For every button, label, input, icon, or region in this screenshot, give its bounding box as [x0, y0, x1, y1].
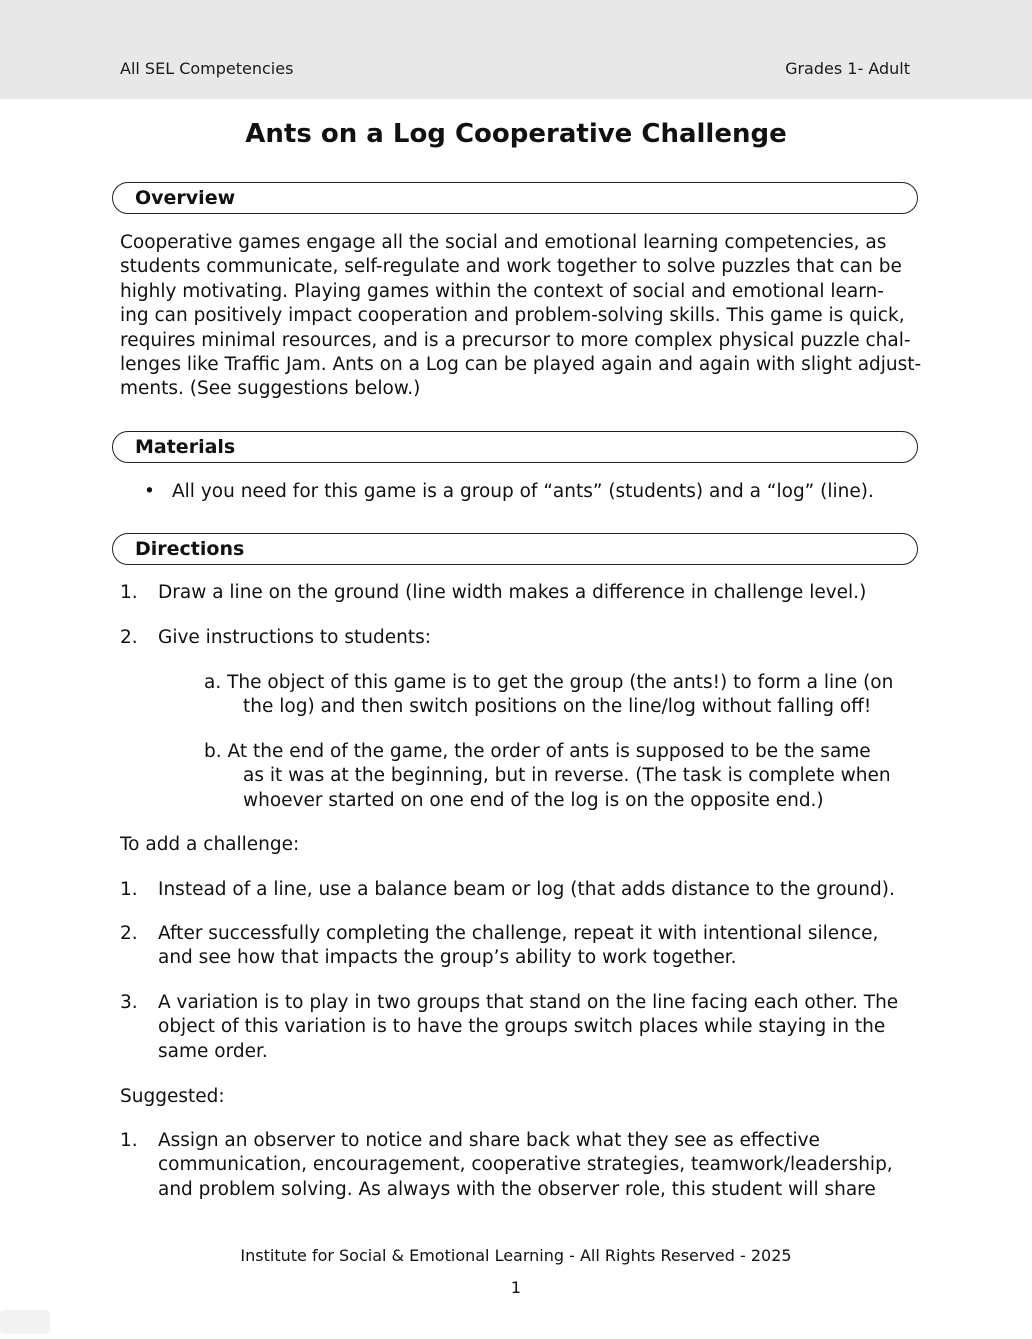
step-line: Instead of a line, use a balance beam or log (that adds distance to the ground). [158, 879, 895, 900]
corner-watermark [0, 1310, 50, 1334]
step-number: 2. [120, 923, 138, 944]
sub-step-line: whoever started on one end of the log is on the opposite end.) [243, 789, 824, 811]
sub-step-line: a. The object of this game is to get the group (the ants!) to form a line (on [204, 672, 894, 693]
page-number: 1 [510, 1278, 522, 1297]
materials-heading: Materials [112, 431, 918, 463]
overview-heading: Overview [112, 182, 918, 214]
overview-line: requires minimal resources, and is a precursor to more complex physical puzzle chal- [120, 329, 911, 351]
directions-sub-step [204, 671, 924, 720]
step-text [158, 922, 928, 971]
challenge-label: To add a challenge: [120, 834, 300, 855]
step-number: 1. [120, 879, 138, 900]
step-text [158, 991, 928, 1064]
sub-step-line: b. At the end of the game, the order of ants is supposed to be the same [204, 741, 871, 762]
overview-line: ing can positively impact cooperation and problem-solving skills. This game is quick, [120, 305, 905, 327]
sub-step-line: the log) and then switch positions on the line/log without falling off! [243, 696, 872, 718]
step-text [158, 1129, 928, 1202]
overview-line: highly motivating. Playing games within the context of social and emotional learn- [120, 280, 884, 302]
header-competencies-label: All SEL Competencies [120, 59, 294, 78]
step-number: 1. [120, 582, 138, 603]
step-text: Give instructions to students: [158, 627, 431, 648]
overview-line: students communicate, self-regulate and work together to solve puzzles that can be [120, 256, 902, 278]
step-line: A variation is to play in two groups that stand on the line facing each other. The [158, 992, 899, 1013]
overview-paragraph [120, 231, 920, 402]
step-number: 3. [120, 992, 138, 1013]
materials-item-text: All you need for this game is a group of “ants” (students) and a “log” (line). [172, 481, 874, 502]
directions-heading: Directions [112, 533, 918, 565]
step-line: communication, encouragement, cooperative strategies, teamwork/leadership, [158, 1154, 893, 1176]
overview-line: ments. (See suggestions below.) [120, 378, 421, 400]
step-number: 2. [120, 627, 138, 648]
step-text [158, 878, 928, 902]
suggested-label: Suggested: [120, 1086, 225, 1107]
header-grades-label: Grades 1- Adult [785, 59, 910, 78]
materials-list-item [144, 480, 874, 504]
step-line: same order. [158, 1040, 268, 1062]
page-header-band [0, 0, 1032, 99]
footer-copyright: Institute for Social & Emotional Learning - All Rights Reserved - 2025 [240, 1246, 792, 1265]
overview-line: Cooperative games engage all the social and emotional learning competencies, as [120, 232, 887, 253]
step-line: and see how that impacts the group’s ability to work together. [158, 947, 737, 969]
step-number: 1. [120, 1130, 138, 1151]
step-line: After successfully completing the challenge, repeat it with intentional silence, [158, 923, 879, 944]
sub-step-line: as it was at the beginning, but in reverse. (The task is complete when [243, 765, 891, 787]
bullet-icon: • [144, 481, 155, 502]
step-text: Draw a line on the ground (line width makes a difference in challenge level.) [158, 582, 867, 603]
step-line: Assign an observer to notice and share back what they see as effective [158, 1130, 820, 1151]
directions-sub-step [204, 740, 924, 813]
page-title: Ants on a Log Cooperative Challenge [245, 119, 787, 149]
step-line: object of this variation is to have the groups switch places while staying in the [158, 1016, 886, 1038]
step-line: and problem solving. As always with the observer role, this student will share [158, 1178, 876, 1200]
overview-line: lenges like Traffic Jam. Ants on a Log can be played again and again with slight adjust- [120, 354, 922, 376]
